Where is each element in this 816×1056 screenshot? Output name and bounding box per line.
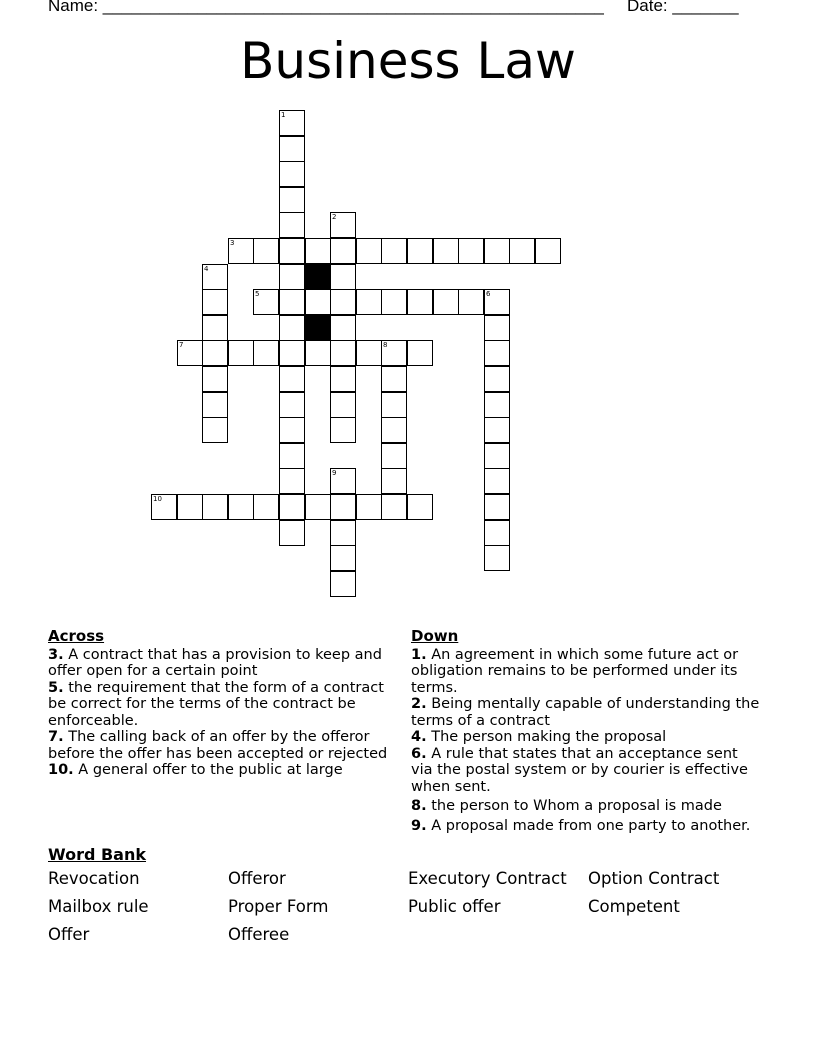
crossword-cell[interactable]	[330, 212, 356, 238]
word-bank-item: Mailbox rule	[48, 897, 149, 916]
crossword-cell[interactable]	[330, 571, 356, 597]
down-clue	[411, 647, 761, 697]
down-clue	[411, 729, 761, 746]
crossword-cell[interactable]	[407, 494, 433, 520]
clue-text: A proposal made from one party to another.	[426, 817, 751, 834]
crossword-cell[interactable]	[330, 545, 356, 571]
crossword-cell[interactable]	[330, 366, 356, 392]
clue-text: A general offer to the public at large	[73, 762, 343, 778]
across-clues	[48, 628, 398, 779]
crossword-cell[interactable]	[202, 494, 228, 520]
page-title: Business Law	[240, 32, 576, 90]
crossword-cell[interactable]	[202, 366, 228, 392]
crossword-cell[interactable]	[228, 340, 254, 366]
crossword-cell[interactable]	[330, 494, 356, 520]
crossword-cell[interactable]	[484, 417, 510, 443]
crossword-cell[interactable]	[381, 494, 407, 520]
crossword-cell[interactable]	[484, 340, 510, 366]
crossword-cell[interactable]	[279, 443, 305, 469]
crossword-cell[interactable]	[458, 289, 484, 315]
word-bank	[48, 845, 788, 945]
crossword-cell[interactable]	[484, 238, 510, 264]
crossword-cell[interactable]	[381, 443, 407, 469]
crossword-cell[interactable]	[381, 366, 407, 392]
crossword-cell[interactable]	[279, 264, 305, 290]
crossword-cell[interactable]	[279, 392, 305, 418]
crossword-cell[interactable]	[253, 289, 279, 315]
word-bank-item: Executory Contract	[408, 869, 567, 888]
clue-number-label: 2.	[411, 696, 427, 712]
crossword-block-cell	[305, 264, 331, 290]
clue-text: The calling back of an offer by the offeror before the offer has been accepted or rejected	[48, 729, 388, 762]
crossword-cell[interactable]	[305, 289, 331, 315]
word-bank-item: Offer	[48, 925, 90, 944]
crossword-cell[interactable]	[381, 468, 407, 494]
name-field-label[interactable]: Name: _____________________________________________________	[48, 0, 604, 15]
crossword-cell[interactable]	[279, 187, 305, 213]
crossword-cell[interactable]	[253, 340, 279, 366]
crossword-cell[interactable]	[484, 315, 510, 341]
clue-number: 7	[179, 341, 184, 349]
down-clues	[411, 628, 761, 834]
crossword-cell[interactable]	[407, 238, 433, 264]
crossword-cell[interactable]	[279, 289, 305, 315]
crossword-cell[interactable]	[484, 443, 510, 469]
down-clue	[411, 746, 761, 796]
crossword-cell[interactable]	[381, 392, 407, 418]
clue-number-label: 7.	[48, 729, 64, 745]
crossword-block-cell	[305, 315, 331, 341]
clue-number-label: 9.	[411, 817, 427, 834]
crossword-cell[interactable]	[253, 238, 279, 264]
crossword-cell[interactable]	[330, 289, 356, 315]
down-clue	[411, 798, 761, 815]
date-field-label[interactable]: Date: _______	[627, 0, 739, 15]
crossword-cell[interactable]	[356, 340, 382, 366]
crossword-cell[interactable]	[279, 417, 305, 443]
clue-number: 6	[486, 290, 491, 298]
crossword-cell[interactable]	[279, 161, 305, 187]
clue-text: the person to Whom a proposal is made	[426, 798, 722, 814]
clue-number: 1	[281, 111, 286, 119]
crossword-cell[interactable]	[253, 494, 279, 520]
crossword-cell[interactable]	[381, 289, 407, 315]
crossword-cell[interactable]	[177, 494, 203, 520]
clue-number-label: 4.	[411, 729, 427, 745]
crossword-cell[interactable]	[381, 238, 407, 264]
crossword-cell[interactable]	[356, 289, 382, 315]
crossword-cell[interactable]	[330, 392, 356, 418]
crossword-cell[interactable]	[484, 545, 510, 571]
crossword-cell[interactable]	[330, 315, 356, 341]
clue-number-label: 5.	[48, 679, 64, 696]
word-bank-item: Option Contract	[588, 869, 720, 888]
word-bank-item: Public offer	[408, 897, 501, 916]
crossword-cell[interactable]	[202, 340, 228, 366]
down-clue	[411, 696, 761, 729]
clue-text: the requirement that the form of a contract be correct for the terms of the contract be enforceable.	[48, 679, 384, 729]
across-clue	[48, 762, 398, 779]
crossword-cell[interactable]	[458, 238, 484, 264]
crossword-cell[interactable]	[356, 494, 382, 520]
crossword-cell[interactable]	[484, 392, 510, 418]
crossword-cell[interactable]	[279, 366, 305, 392]
clue-text: An agreement in which some future act or obligation remains to be performed under its terms.	[411, 646, 739, 696]
crossword-cell[interactable]	[279, 238, 305, 264]
clue-text: The person making the proposal	[426, 729, 667, 745]
down-clue	[411, 818, 761, 835]
crossword-cell[interactable]	[279, 212, 305, 238]
crossword-cell[interactable]	[356, 238, 382, 264]
clue-text: A rule that states that an acceptance sent via the postal system or by courier is effective when sent.	[411, 745, 748, 795]
word-bank-item: Competent	[588, 897, 680, 916]
crossword-cell[interactable]	[202, 392, 228, 418]
crossword-cell[interactable]	[228, 494, 254, 520]
across-clue	[48, 647, 398, 680]
crossword-cell[interactable]	[330, 468, 356, 494]
crossword-cell[interactable]	[279, 340, 305, 366]
crossword-cell[interactable]	[407, 340, 433, 366]
crossword-cell[interactable]	[330, 264, 356, 290]
clue-number-label: 6.	[411, 745, 427, 762]
word-bank-item: Offeror	[228, 869, 286, 888]
crossword-cell[interactable]	[484, 520, 510, 546]
crossword-cell[interactable]	[330, 417, 356, 443]
crossword-cell[interactable]	[484, 494, 510, 520]
clue-number: 8	[383, 341, 388, 349]
crossword-cell[interactable]	[484, 289, 510, 315]
clue-number-label: 3.	[48, 646, 64, 663]
word-bank-item: Offeree	[228, 925, 290, 944]
crossword-cell[interactable]	[202, 289, 228, 315]
crossword-cell[interactable]	[330, 340, 356, 366]
crossword-cell[interactable]	[305, 238, 331, 264]
crossword-cell[interactable]	[433, 238, 459, 264]
across-clue	[48, 680, 398, 730]
crossword-cell[interactable]	[381, 340, 407, 366]
across-heading: Across	[48, 627, 105, 645]
clue-number-label: 10.	[48, 762, 74, 778]
crossword-cell[interactable]	[202, 264, 228, 290]
crossword-cell[interactable]	[279, 110, 305, 136]
clue-number: 10	[153, 495, 162, 503]
crossword-cell[interactable]	[279, 494, 305, 520]
clue-number: 3	[230, 239, 235, 247]
crossword-cell[interactable]	[279, 315, 305, 341]
crossword-cell[interactable]	[177, 340, 203, 366]
crossword-cell[interactable]	[330, 238, 356, 264]
clue-number: 2	[332, 213, 337, 221]
word-bank-item: Proper Form	[228, 897, 329, 916]
crossword-cell[interactable]	[279, 136, 305, 162]
clue-text: A contract that has a provision to keep and offer open for a certain point	[48, 646, 382, 679]
crossword-cell[interactable]	[151, 494, 177, 520]
crossword-cell[interactable]	[330, 520, 356, 546]
crossword-cell[interactable]	[202, 417, 228, 443]
crossword-cell[interactable]	[535, 238, 561, 264]
clue-number-label: 1.	[411, 646, 427, 663]
clue-number: 5	[255, 290, 260, 298]
word-bank-item: Revocation	[48, 869, 140, 888]
clue-number: 4	[204, 265, 209, 273]
crossword-cell[interactable]	[305, 494, 331, 520]
word-bank-heading: Word Bank	[48, 845, 147, 864]
crossword-cell[interactable]	[279, 468, 305, 494]
crossword-cell[interactable]	[381, 417, 407, 443]
across-clue	[48, 729, 398, 762]
crossword-cell[interactable]	[484, 366, 510, 392]
crossword-cell[interactable]	[305, 340, 331, 366]
clue-number-label: 8.	[411, 798, 427, 814]
clue-number: 9	[332, 469, 337, 477]
crossword-cell[interactable]	[228, 238, 254, 264]
crossword-cell[interactable]	[202, 315, 228, 341]
crossword-cell[interactable]	[279, 520, 305, 546]
crossword-cell[interactable]	[509, 238, 535, 264]
crossword-cell[interactable]	[484, 468, 510, 494]
crossword-cell[interactable]	[407, 289, 433, 315]
down-heading: Down	[411, 627, 459, 645]
crossword-cell[interactable]	[433, 289, 459, 315]
clue-text: Being mentally capable of understanding the terms of a contract	[411, 696, 760, 729]
